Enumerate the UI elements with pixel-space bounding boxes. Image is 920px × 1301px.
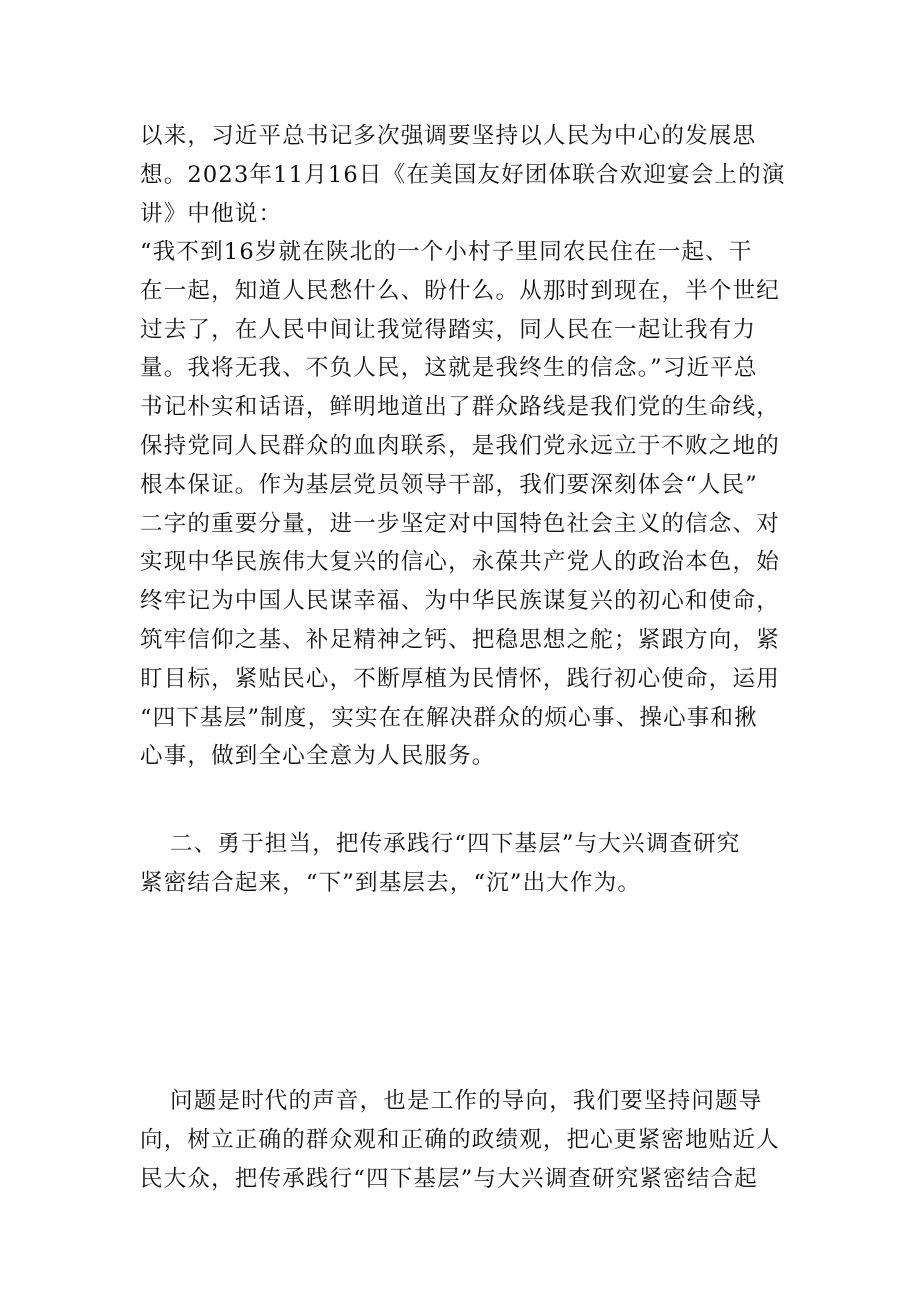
heading-line: 二、勇于担当，把传承践行“四下基层”与大兴调查研究 [170, 831, 741, 857]
text-line: 想。2023年11月16日《在美国友好团体联合欢迎宴会上的演 [140, 161, 786, 188]
text-line: 二字的重要分量，进一步坚定对中国特色社会主义的信念、对 [140, 510, 780, 537]
text-line: 盯目标，紧贴民心，不断厚植为民情怀，践行初心使命，运用 [140, 665, 780, 692]
text-line: 民大众，把传承践行“四下基层”与大兴调查研究紧密结合起 [140, 1165, 758, 1192]
text-line: 保持党同人民群众的血肉联系，是我们党永远立于不败之地的 [140, 432, 780, 459]
text-line: 过去了，在人民中间让我觉得踏实，同人民在一起让我有力 [140, 316, 757, 343]
text-line: 根本保证。作为基层党员领导干部，我们要深刻体会“人民” [140, 471, 758, 498]
text-line: 问题是时代的声音，也是工作的导向，我们要坚持问题导 [170, 1088, 763, 1114]
text-line: 讲》中他说： [140, 200, 283, 227]
section-heading-two [140, 825, 780, 903]
paragraph-problem-orientation [140, 1082, 780, 1198]
text-line: “四下基层”制度，实实在在解决群众的烦心事、操心事和揪 [140, 704, 758, 731]
text-line: 心事，做到全心全意为人民服务。 [140, 743, 496, 770]
text-line: 书记朴实和话语，鲜明地道出了群众路线是我们党的生命线， [140, 394, 780, 421]
text-line: 筑牢信仰之基、补足精神之钙、把稳思想之舵；紧跟方向，紧 [140, 626, 780, 653]
text-line: 量。我将无我、不负人民，这就是我终生的信念。”习近平总 [140, 355, 758, 382]
heading-line: 紧密结合起来，“下”到基层去，“沉”出大作为。 [140, 869, 642, 896]
text-line: 向，树立正确的群众观和正确的政绩观，把心更紧密地贴近人 [140, 1126, 780, 1153]
text-line [140, 776, 780, 815]
text-line: 以来，习近平总书记多次强调要坚持以人民为中心的发展思 [140, 123, 757, 149]
text-line: “我不到16岁就在陕北的一个小村子里同农民住在一起、干 [140, 239, 753, 265]
paragraph-intro [140, 117, 786, 233]
text-line: 实现中华民族伟大复兴的信心，永葆共产党人的政治本色，始 [140, 549, 780, 576]
paragraph-quote [140, 233, 780, 815]
text-line: 在一起，知道人民愁什么、盼什么。从那时到现在，半个世纪 [140, 277, 780, 304]
text-line: 终牢记为中国人民谋幸福、为中华民族谋复兴的初心和使命， [140, 588, 780, 615]
